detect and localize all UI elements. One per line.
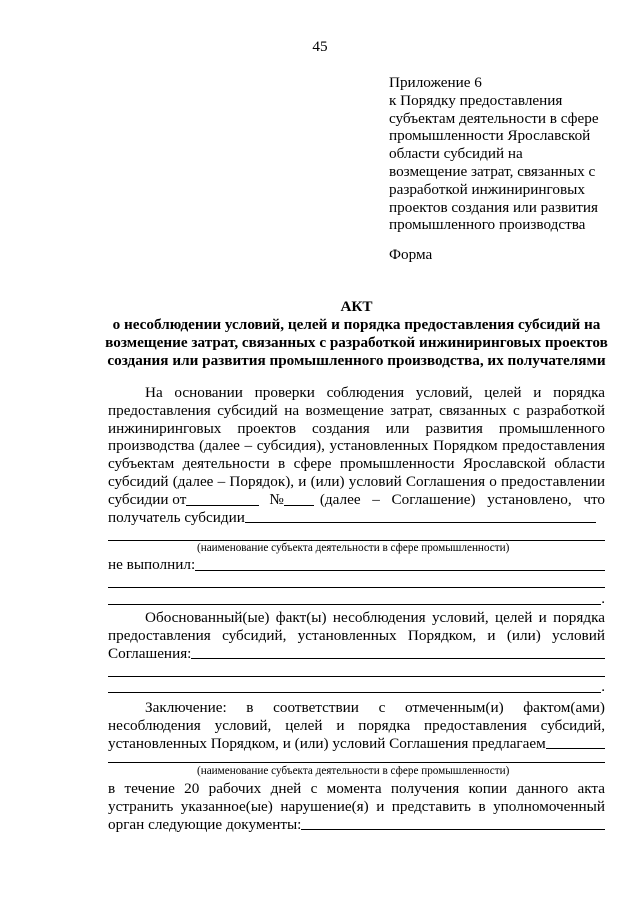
recipient-label: получатель субсидии [108, 508, 245, 526]
recipient-field[interactable] [245, 509, 596, 523]
paragraph-line: инжиниринговых проектов создания или развития промышленного [108, 419, 605, 437]
paragraph-line: Заключение: в соответствии с отмеченным(и) фактом(ами) [145, 699, 605, 716]
appendix-line: Приложение 6 [389, 74, 482, 91]
facts-field[interactable] [191, 645, 605, 659]
period: . [601, 678, 605, 695]
proposal-label: установленных Порядком, и (или) условий Соглашения предлагаем [108, 734, 546, 752]
act-title-line: о несоблюдении условий, целей и порядка предоставления субсидий на [112, 316, 601, 333]
agreement-number-label: № [269, 490, 284, 508]
recipient-line [108, 509, 596, 527]
act-title-line: создания или развития промышленного производства, их получателями [107, 351, 606, 369]
paragraph-line: предоставления субсидий, установленных Порядком, и (или) условий [108, 626, 605, 644]
proposal-continuation-line[interactable] [108, 762, 605, 763]
not-fulfilled-label: не выполнил: [108, 556, 196, 573]
recipient-continuation-line[interactable] [108, 540, 605, 541]
appendix-line: возмещение затрат, связанных с [389, 162, 596, 180]
facts-line-3 [108, 678, 605, 696]
paragraph-conclusion [108, 699, 605, 752]
agreement-date-field[interactable] [186, 492, 259, 506]
paragraph-line: устранить указанное(ые) нарушение(я) и представить в уполномоченный [108, 797, 605, 815]
appendix-line: промышленного производства [389, 216, 586, 234]
appendix-line: субъектам деятельности в сфере [389, 109, 599, 127]
paragraph-line: Обоснованный(ые) факт(ы) несоблюдения условий, целей и порядка [145, 609, 605, 626]
act-title [100, 316, 613, 369]
paragraph-line: в течение 20 рабочих дней с момента получения копии данного акта [108, 780, 605, 797]
not-fulfilled-field[interactable] [195, 557, 605, 571]
paragraph-line: субсидий (далее – Порядок), и (или) условий Соглашения о предоставлении [108, 472, 605, 490]
page-number: 45 [312, 38, 328, 55]
proposal-field[interactable] [546, 735, 605, 749]
paragraph-line: производства (далее – субсидия), установленных Порядком предоставления [108, 437, 605, 455]
agreement-facts-label: Соглашения: [108, 644, 192, 662]
agreement-number-field[interactable] [284, 492, 314, 506]
facts-line-2[interactable] [108, 676, 605, 677]
documents-field[interactable] [301, 816, 605, 830]
paragraph-basis [108, 384, 605, 526]
paragraph-facts [108, 609, 605, 662]
appendix-line: разработкой инжиниринговых [389, 180, 585, 198]
agreement-line [108, 491, 605, 509]
paragraph-line: предоставления субсидий на возмещение затрат, связанных с разработкой [108, 401, 605, 419]
paragraph-deadline [108, 780, 605, 833]
period: . [601, 590, 605, 607]
agreement-line-tail: (далее – Соглашение) установлено, что [319, 490, 605, 508]
appendix-line: промышленности Ярославской [389, 127, 591, 145]
agreement-facts-line [108, 645, 605, 663]
documents-label: орган следующие документы: [108, 815, 302, 833]
appendix-line: к Порядку предоставления [389, 91, 563, 109]
proposal-line [108, 735, 605, 753]
paragraph-line: субъектам деятельности в сфере промышленности Ярославской области [108, 455, 605, 473]
not-fulfilled-line-3 [108, 590, 605, 608]
appendix-line: области субсидий на [389, 145, 523, 163]
entity-name-note: (наименование субъекта деятельности в сфере промышленности) [197, 765, 510, 777]
paragraph-line: несоблюдения условий, целей и порядка предоставления субсидий, [108, 716, 605, 734]
form-label: Форма [389, 246, 433, 263]
paragraph-line: На основании проверки соблюдения условий, целей и порядка [145, 384, 605, 401]
entity-name-note: (наименование субъекта деятельности в сфере промышленности) [197, 542, 510, 554]
act-title-line: возмещение затрат, связанных с разработкой инжиниринговых проектов [105, 333, 608, 351]
agreement-date-label: субсидии от [108, 490, 187, 508]
not-fulfilled-line-2[interactable] [108, 587, 605, 588]
documents-line [108, 816, 605, 834]
not-fulfilled-line [108, 556, 605, 574]
facts-field-3[interactable] [108, 679, 601, 693]
not-fulfilled-field-3[interactable] [108, 591, 601, 605]
appendix-line: проектов создания или развития [389, 198, 598, 216]
act-heading: АКТ [340, 298, 373, 315]
appendix-block [389, 74, 599, 234]
